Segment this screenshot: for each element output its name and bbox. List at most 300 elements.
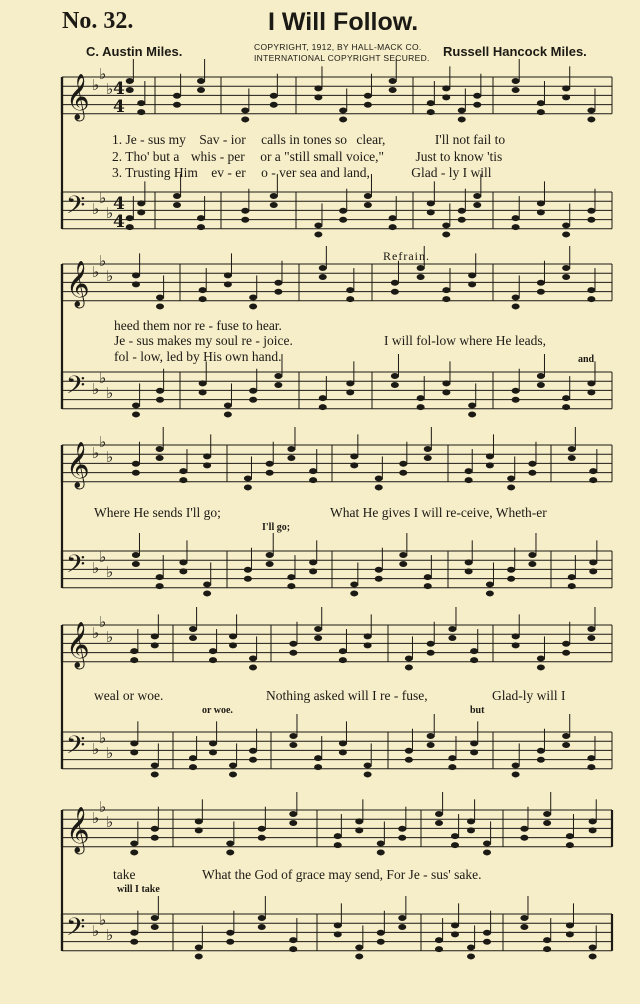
note-head [287, 574, 295, 580]
flat-icon: ♭ [106, 204, 114, 222]
note-head [528, 552, 536, 558]
flat-icon: ♭ [92, 380, 100, 398]
note-head [587, 380, 595, 386]
note-head [391, 373, 399, 379]
note-head [562, 404, 570, 410]
note-head [486, 581, 494, 587]
lyric-fragment: Just to know 'tis [415, 149, 503, 164]
note-head [249, 388, 257, 394]
note-head [289, 650, 297, 656]
note-head [589, 818, 597, 824]
note-head [399, 461, 407, 467]
note-head [137, 109, 145, 115]
note-head [364, 93, 372, 99]
note-head [427, 641, 435, 647]
note-head [473, 193, 481, 199]
note-head [179, 568, 187, 574]
note-head [417, 265, 425, 271]
note-head [249, 294, 257, 300]
note-head [258, 924, 266, 930]
flat-icon: ♭ [106, 628, 114, 646]
refrain-lyric: I will fol-low where He leads, [384, 333, 546, 348]
note-head [442, 389, 450, 395]
note-head [562, 641, 570, 647]
note-head [589, 953, 597, 959]
note-head [132, 411, 140, 417]
note-head [309, 568, 317, 574]
note-head [451, 931, 459, 937]
bass-clef-icon: 𝄢 [66, 913, 86, 948]
time-signature: 4 [113, 194, 125, 214]
note-head [156, 294, 164, 300]
bass-lyric: or woe. [202, 705, 233, 716]
note-head [314, 85, 322, 91]
note-head [130, 648, 138, 654]
note-head [346, 389, 354, 395]
note-head [339, 208, 347, 214]
note-head [589, 559, 597, 565]
note-head [137, 209, 145, 215]
flat-icon: ♭ [99, 433, 107, 451]
note-head [241, 217, 249, 223]
note-head [507, 484, 515, 490]
flat-icon: ♭ [92, 624, 100, 642]
note-head [389, 87, 397, 93]
note-head [451, 842, 459, 848]
note-head [266, 461, 274, 467]
note-head [132, 470, 140, 476]
note-head [314, 764, 322, 770]
note-head [537, 655, 545, 661]
note-head [467, 944, 475, 950]
copyright-line-2: INTERNATIONAL COPYRIGHT SECURED. [254, 53, 430, 63]
lyric-fragment: 1. Je - sus my [112, 132, 186, 147]
note-head [197, 224, 205, 230]
note-head [130, 740, 138, 746]
note-head [270, 202, 278, 208]
note-head [314, 755, 322, 761]
note-head [274, 373, 282, 379]
note-head [427, 650, 435, 656]
note-head [512, 397, 520, 403]
note-head [289, 946, 297, 952]
note-head [350, 590, 358, 596]
hymn-title: I Will Follow. [268, 8, 419, 36]
note-head [589, 477, 597, 483]
lyric-fragment: 3. Trusting Him [112, 165, 198, 180]
note-head [244, 576, 252, 582]
treble-clef-icon: 𝄞 [66, 807, 90, 853]
note-head [197, 215, 205, 221]
note-head [195, 827, 203, 833]
note-head [448, 635, 456, 641]
note-head [442, 85, 450, 91]
flat-icon: ♭ [92, 200, 100, 218]
note-head [258, 826, 266, 832]
note-head [126, 215, 134, 221]
note-head [151, 826, 159, 832]
note-head [319, 404, 327, 410]
note-head [587, 635, 595, 641]
note-head [537, 209, 545, 215]
note-head [405, 748, 413, 754]
flat-icon: ♭ [106, 384, 114, 402]
note-head [587, 764, 595, 770]
lyric-fragment: calls in tones so [261, 132, 347, 147]
lyric-line: What He gives I will re-ceive, Wheth-er [330, 505, 547, 520]
note-head [537, 280, 545, 286]
note-head [241, 208, 249, 214]
note-head [528, 561, 536, 567]
note-head [427, 209, 435, 215]
note-head [520, 924, 528, 930]
note-head [512, 771, 520, 777]
bass-clef-icon: 𝄢 [66, 371, 86, 406]
note-head [209, 749, 217, 755]
lyric-fragment: o - ver sea and land, [261, 165, 370, 180]
note-head [364, 642, 372, 648]
flat-icon: ♭ [106, 744, 114, 762]
note-head [189, 755, 197, 761]
note-head [156, 388, 164, 394]
note-head [442, 222, 450, 228]
note-head [442, 296, 450, 302]
note-head [537, 109, 545, 115]
note-head [442, 231, 450, 237]
note-head [137, 200, 145, 206]
flat-icon: ♭ [106, 563, 114, 581]
note-head [346, 380, 354, 386]
note-head [398, 835, 406, 841]
note-head [486, 462, 494, 468]
note-head [427, 100, 435, 106]
lyric-line: fol - low, led by His own hand. [114, 349, 282, 364]
note-head [467, 827, 475, 833]
note-head [173, 193, 181, 199]
note-head [151, 915, 159, 921]
note-head [151, 642, 159, 648]
note-head [364, 762, 372, 768]
note-head [424, 583, 432, 589]
note-head [587, 389, 595, 395]
flat-icon: ♭ [92, 76, 100, 94]
note-head [364, 102, 372, 108]
note-head [132, 272, 140, 278]
note-head [507, 567, 515, 573]
note-head [562, 395, 570, 401]
note-head [507, 475, 515, 481]
note-head [199, 389, 207, 395]
note-head [427, 742, 435, 748]
note-head [334, 833, 342, 839]
refrain-label: Refrain. [383, 249, 430, 263]
note-head [377, 930, 385, 936]
note-head [398, 915, 406, 921]
note-head [398, 924, 406, 930]
flat-icon: ♭ [99, 548, 107, 566]
note-head [249, 655, 257, 661]
bass-clef-icon: 𝄢 [66, 191, 86, 226]
note-head [289, 641, 297, 647]
note-head [417, 404, 425, 410]
treble-clef-icon: 𝄞 [66, 261, 90, 307]
note-head [537, 664, 545, 670]
note-head [270, 93, 278, 99]
note-head [364, 202, 372, 208]
note-head [229, 762, 237, 768]
note-head [512, 633, 520, 639]
note-head [195, 944, 203, 950]
flat-icon: ♭ [92, 740, 100, 758]
note-head [427, 200, 435, 206]
note-head [566, 922, 574, 928]
note-head [562, 650, 570, 656]
note-head [435, 937, 443, 943]
note-head [132, 402, 140, 408]
note-head [465, 568, 473, 574]
hymn-number: No. 32. [62, 8, 134, 34]
note-head [389, 224, 397, 230]
note-head [435, 820, 443, 826]
note-head [156, 574, 164, 580]
note-head [589, 944, 597, 950]
note-head [151, 924, 159, 930]
note-head [224, 402, 232, 408]
note-head [389, 78, 397, 84]
note-head [375, 484, 383, 490]
note-head [289, 820, 297, 826]
note-head [355, 944, 363, 950]
note-head [314, 626, 322, 632]
note-head [507, 576, 515, 582]
note-head [377, 840, 385, 846]
note-head [483, 939, 491, 945]
note-head [543, 946, 551, 952]
note-head [512, 215, 520, 221]
note-head [389, 215, 397, 221]
note-head [467, 818, 475, 824]
note-head [151, 835, 159, 841]
treble-clef-icon: 𝄞 [66, 442, 90, 488]
note-head [473, 102, 481, 108]
note-head [442, 380, 450, 386]
note-head [377, 939, 385, 945]
note-head [512, 224, 520, 230]
note-head [448, 755, 456, 761]
note-head [537, 382, 545, 388]
note-head [399, 552, 407, 558]
note-head [468, 281, 476, 287]
note-head [566, 842, 574, 848]
note-head [587, 287, 595, 293]
lyricist-credit: C. Austin Miles. [86, 44, 183, 59]
note-head [562, 733, 570, 739]
note-head [512, 762, 520, 768]
note-head [287, 455, 295, 461]
note-head [130, 749, 138, 755]
note-head [427, 109, 435, 115]
note-head [156, 303, 164, 309]
note-head [226, 840, 234, 846]
note-head [512, 294, 520, 300]
note-head [442, 287, 450, 293]
time-signature: 4 [113, 97, 125, 117]
note-head [289, 811, 297, 817]
note-head [314, 231, 322, 237]
bass-lyric: will I take [117, 884, 160, 895]
note-head [458, 208, 466, 214]
note-head [314, 94, 322, 100]
note-head [451, 922, 459, 928]
flat-icon: ♭ [99, 729, 107, 747]
note-head [562, 274, 570, 280]
treble-clef-icon: 𝄞 [66, 622, 90, 668]
note-head [537, 373, 545, 379]
note-head [270, 193, 278, 199]
note-head [289, 733, 297, 739]
note-head [562, 94, 570, 100]
note-head [249, 757, 257, 763]
note-head [203, 581, 211, 587]
note-head [197, 87, 205, 93]
note-head [483, 849, 491, 855]
lyric-fragment: 2. Tho' but a [112, 149, 180, 164]
note-head [537, 100, 545, 106]
bass-lyric: I'll go; [262, 522, 291, 533]
note-head [486, 590, 494, 596]
flat-icon: ♭ [99, 911, 107, 929]
note-head [224, 281, 232, 287]
note-head [562, 222, 570, 228]
lyric-line: What the God of grace may send, For Je - sus' sake. [202, 867, 482, 882]
note-head [339, 749, 347, 755]
note-head [226, 939, 234, 945]
lyric-fragment: I'll not fail to [434, 132, 506, 147]
note-head [334, 922, 342, 928]
note-head [126, 87, 134, 93]
note-head [179, 559, 187, 565]
lyric-line: Nothing asked will I re - fuse, [266, 688, 428, 703]
note-head [465, 559, 473, 565]
note-head [173, 102, 181, 108]
note-head [151, 771, 159, 777]
note-head [468, 411, 476, 417]
note-head [458, 217, 466, 223]
note-head [355, 827, 363, 833]
lyric-line: weal or woe. [94, 688, 164, 703]
flat-icon: ♭ [106, 80, 114, 98]
note-head [399, 470, 407, 476]
note-head [229, 771, 237, 777]
note-head [435, 946, 443, 952]
note-head [391, 280, 399, 286]
lyric-line: heed them nor re - fuse to hear. [114, 318, 282, 333]
note-head [274, 382, 282, 388]
note-head [151, 633, 159, 639]
time-signature: 4 [113, 212, 125, 232]
lyric-line: Je - sus makes my soul re - joice. [114, 333, 293, 348]
note-head [249, 303, 257, 309]
flat-icon: ♭ [106, 926, 114, 944]
note-head [458, 107, 466, 113]
note-head [424, 446, 432, 452]
note-head [199, 296, 207, 302]
note-head [244, 567, 252, 573]
flat-icon: ♭ [106, 267, 114, 285]
note-head [189, 635, 197, 641]
note-head [520, 835, 528, 841]
note-head [355, 953, 363, 959]
note-head [568, 574, 576, 580]
note-head [543, 820, 551, 826]
note-head [249, 664, 257, 670]
note-head [339, 116, 347, 122]
note-head [319, 274, 327, 280]
note-head [156, 583, 164, 589]
note-head [483, 930, 491, 936]
note-head [364, 771, 372, 777]
note-head [224, 272, 232, 278]
note-head [314, 222, 322, 228]
note-head [151, 762, 159, 768]
note-head [512, 642, 520, 648]
note-head [562, 742, 570, 748]
note-head [512, 87, 520, 93]
note-head [226, 930, 234, 936]
note-head [209, 740, 217, 746]
note-head [289, 742, 297, 748]
note-head [199, 380, 207, 386]
note-head [468, 402, 476, 408]
note-head [566, 833, 574, 839]
flat-icon: ♭ [106, 448, 114, 466]
lyric-line: Glad-ly will I [492, 688, 566, 703]
note-head [587, 116, 595, 122]
note-head [189, 626, 197, 632]
flat-icon: ♭ [99, 65, 107, 83]
note-head [274, 280, 282, 286]
flat-icon: ♭ [99, 189, 107, 207]
note-head [424, 455, 432, 461]
note-head [364, 193, 372, 199]
note-head [587, 626, 595, 632]
note-head [465, 468, 473, 474]
bass-lyric: but [470, 705, 485, 716]
lyric-line: take [113, 867, 136, 882]
note-head [468, 272, 476, 278]
note-head [244, 475, 252, 481]
note-head [189, 764, 197, 770]
note-head [562, 265, 570, 271]
lyric-fragment: ev - er [211, 165, 246, 180]
note-head [375, 567, 383, 573]
verse-2-line [112, 149, 502, 165]
flat-icon: ♭ [92, 444, 100, 462]
note-head [266, 470, 274, 476]
flat-icon: ♭ [92, 559, 100, 577]
note-head [132, 461, 140, 467]
note-head [427, 733, 435, 739]
note-head [399, 561, 407, 567]
note-head [130, 939, 138, 945]
note-head [435, 811, 443, 817]
note-head [346, 287, 354, 293]
note-head [405, 655, 413, 661]
note-head [258, 915, 266, 921]
note-head [309, 559, 317, 565]
note-head [375, 576, 383, 582]
note-head [424, 574, 432, 580]
